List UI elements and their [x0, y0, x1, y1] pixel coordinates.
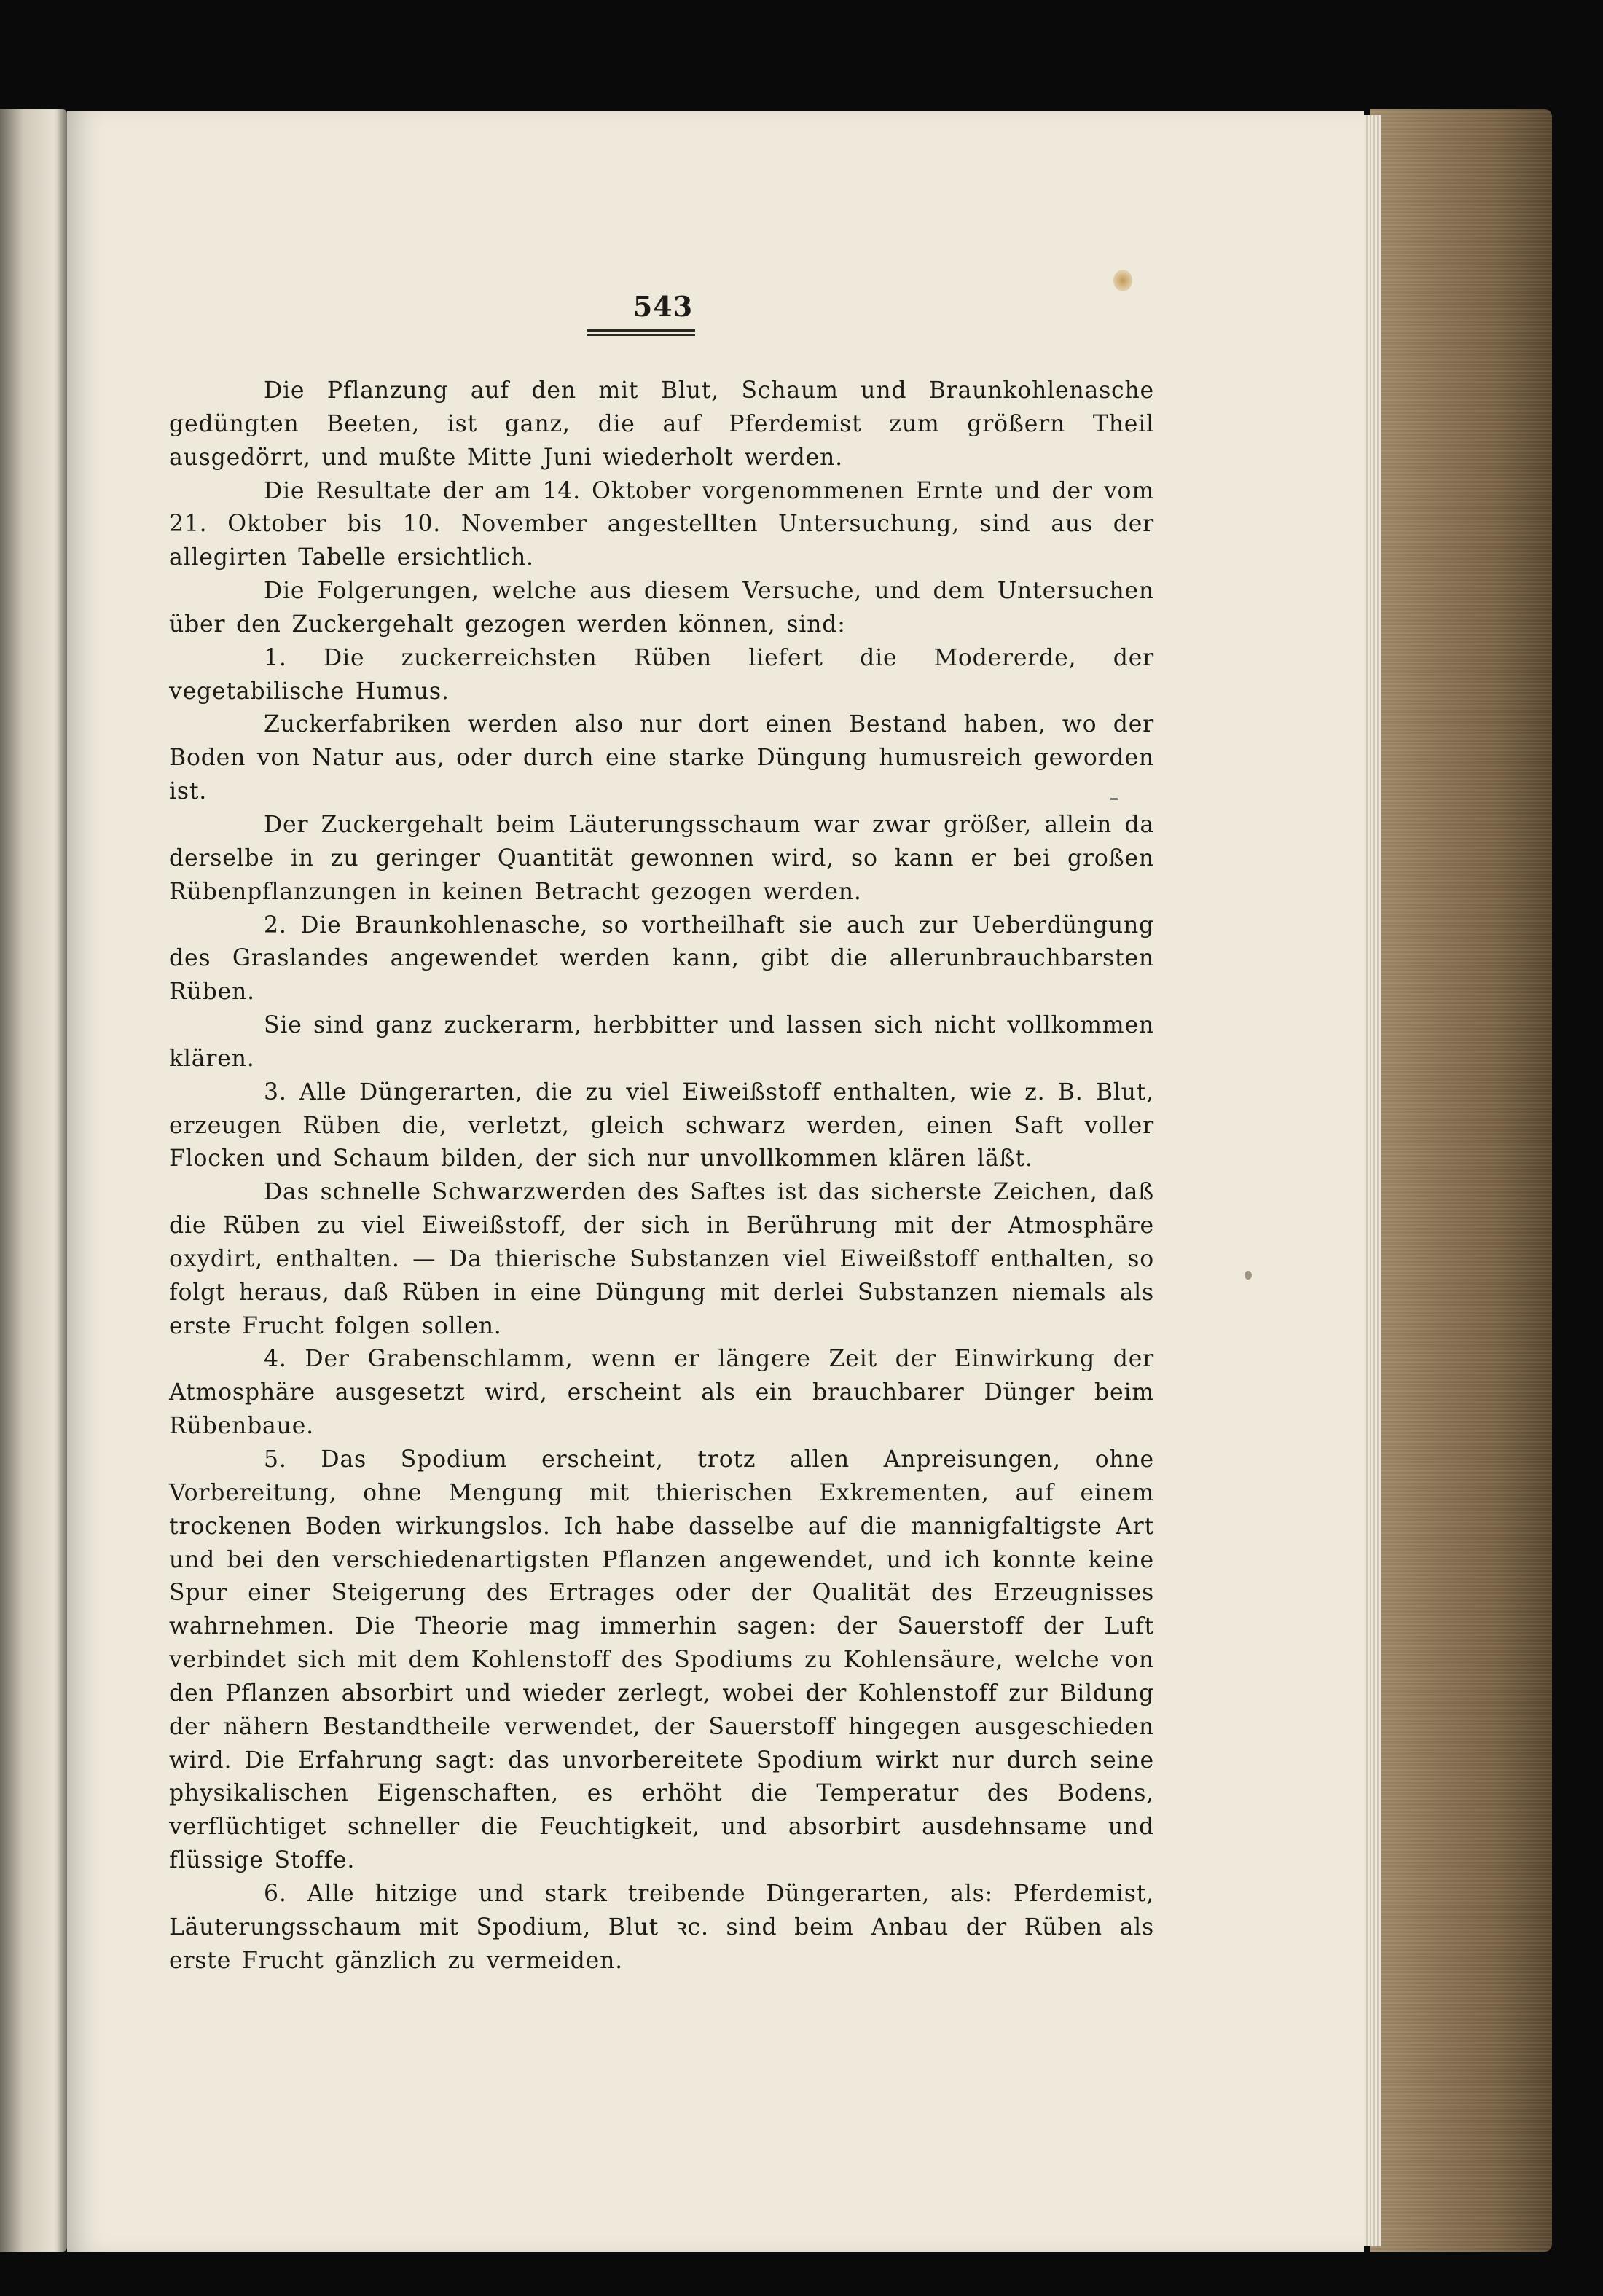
- page-number: 543: [632, 290, 694, 323]
- paragraph: 1. Die zuckerreichsten Rüben liefert die Modererde, der vegetabilische Humus.: [169, 644, 1154, 705]
- cover-cloth-texture: [1370, 109, 1552, 2252]
- paragraph: Sie sind ganz zuckerarm, herbbitter und lassen sich nicht vollkommen klären.: [169, 1012, 1154, 1072]
- paragraph: Der Zuckergehalt beim Läuterungsschaum war zwar größer, allein da derselbe in zu geringer Quantität gewonnen wird, so kann er bei großen Rübenpflanzungen in keinen Betracht gezogen werden.: [169, 811, 1154, 905]
- header-rule-thin: [587, 334, 695, 336]
- body-text: [169, 375, 1154, 1978]
- header-rule-thick: [587, 329, 695, 332]
- paragraph: Die Pflanzung auf den mit Blut, Schaum und Braunkohlenasche gedüngten Beeten, ist ganz, die auf Pferdemist zum größern Theil ausgedörrt, und mußte Mitte Juni wiederholt werden.: [169, 377, 1154, 471]
- paragraph: 5. Das Spodium erscheint, trotz allen Anpreisungen, ohne Vorbereitung, ohne Mengung mit thierischen Exkrementen, auf einem trockenen Boden wirkungslos. Ich habe dasselbe auf die mannigfaltigste Art und bei den verschiedenartigsten Pflanzen angewendet, und ich konnte keine Spur einer Steigerung des Ertrages oder der Qualität des Erzeugnisses wahrnehmen. Die Theorie mag immerhin sagen: der Sauerstoff der Luft verbindet sich mit dem Kohlenstoff des Spodiums zu Kohlensäure, welche von den Pflanzen absorbirt und wieder zerlegt, wobei der Kohlenstoff zur Bildung der nähern Bestandtheile verwendet, der Sauerstoff hingegen ausgeschieden wird. Die Erfahrung sagt: das unvorbereitete Spodium wirkt nur durch seine physikalischen Eigenschaften, es erhöht die Temperatur des Bodens, verflüchtiget schneller die Feuchtigkeit, und absorbirt ausdehnsame und flüssige Stoffe.: [169, 1446, 1154, 1874]
- ink-dot: [1245, 1271, 1252, 1280]
- paragraph: Die Resultate der am 14. Oktober vorgenommenen Ernte und der vom 21. Oktober bis 10. November angestellten Untersuchung, sind aus der allegirten Tabelle ersichtlich.: [169, 477, 1154, 571]
- foxing-spot: [1113, 270, 1132, 291]
- paragraph: 6. Alle hitzige und stark treibende Düngerarten, als: Pferdemist, Läuterungsschaum mit Spodium, Blut ꝛc. sind beim Anbau der Rüben als erste Frucht gänzlich zu vermeiden.: [169, 1880, 1154, 1974]
- paragraph: Zuckerfabriken werden also nur dort einen Bestand haben, wo der Boden von Natur aus, oder durch eine starke Düngung humusreich geworden ist.: [169, 711, 1154, 805]
- paragraph: Das schnelle Schwarzwerden des Saftes ist das sicherste Zeichen, daß die Rüben zu viel Eiweißstoff, der sich in Berührung mit der Atmosphäre oxydirt, enthalten. — Da thierische Substanzen viel Eiweißstoff enthalten, so folgt heraus, daß Rüben in eine Düngung mit derlei Substanzen niemals als erste Frucht folgen sollen.: [169, 1179, 1154, 1339]
- paragraph: 2. Die Braunkohlenasche, so vortheilhaft sie auch zur Ueberdüngung des Graslandes angewendet werden kann, gibt die allerunbrauchbarsten Rüben.: [169, 912, 1154, 1006]
- paragraph: 3. Alle Düngerarten, die zu viel Eiweißstoff enthalten, wie z. B. Blut, erzeugen Rüben die, verletzt, gleich schwarz werden, einen Saft voller Flocken und Schaum bilden, der sich nur unvollkommen klären läßt.: [169, 1078, 1154, 1172]
- paragraph: Die Folgerungen, welche aus diesem Versuche, und dem Untersuchen über den Zuckergehalt gezogen werden können, sind:: [169, 578, 1154, 638]
- paragraph: 4. Der Grabenschlamm, wenn er längere Zeit der Einwirkung der Atmosphäre ausgesetzt wird, erscheint als ein brauchbarer Dünger beim Rübenbaue.: [169, 1346, 1154, 1440]
